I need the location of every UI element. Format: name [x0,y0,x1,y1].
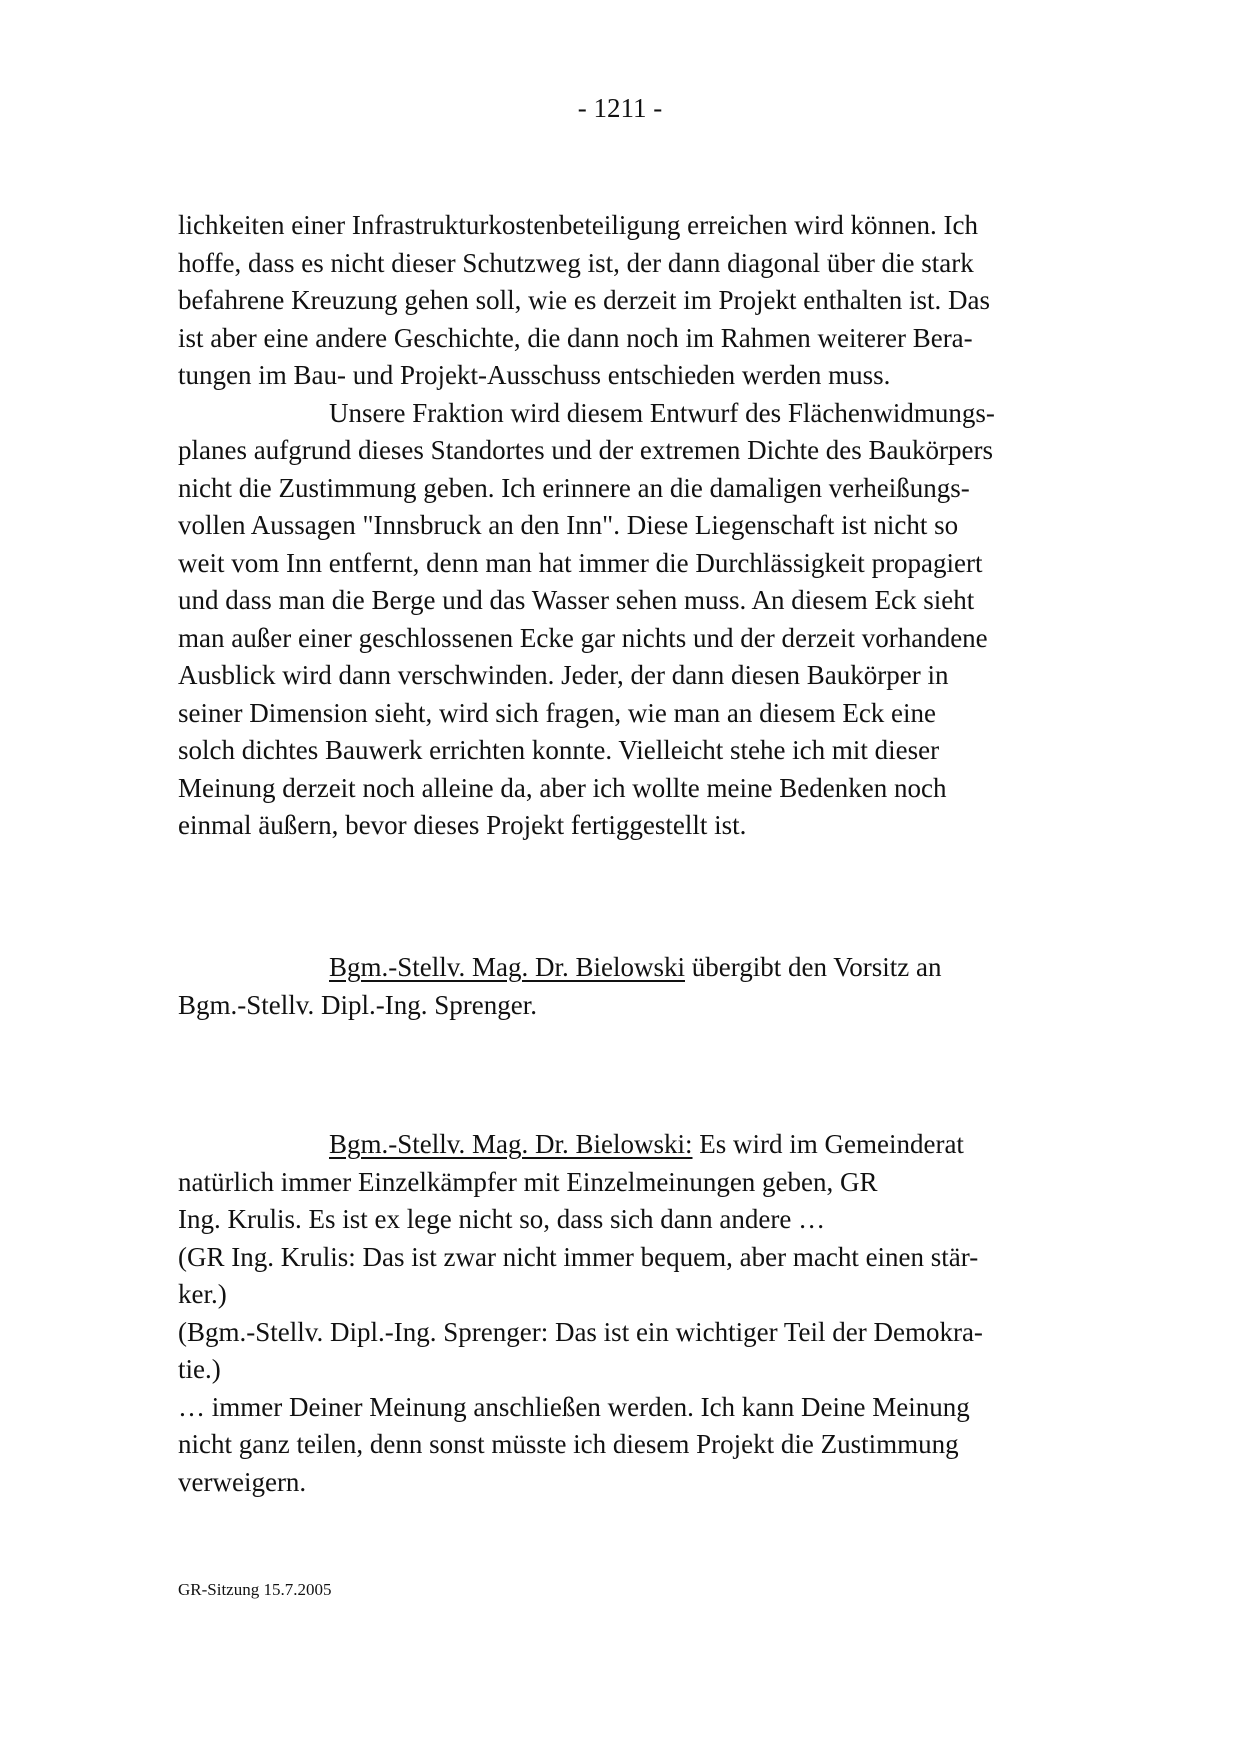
text-line: Bgm.-Stellv. Dipl.-Ing. Sprenger. [178,989,537,1020]
text-line: nicht ganz teilen, denn sonst müsste ich diesem Projekt die Zustimmung [178,1429,959,1459]
paragraph-block-1 [178,207,1078,845]
text-line: Ing. Krulis. Es ist ex lege nicht so, dass sich dann andere … [178,1204,826,1234]
text-line: ist aber eine andere Geschichte, die dann noch im Rahmen weiterer Bera- [178,322,973,353]
speaker-name: Bgm.-Stellv. Mag. Dr. Bielowski [329,952,685,982]
text-line: planes aufgrund dieses Standortes und der extremen Dichte des Baukörpers [178,435,994,465]
text-line: seiner Dimension sieht, wird sich fragen, wie man an diesem Eck eine [178,697,937,728]
text-line: (GR Ing. Krulis: Das ist zwar nicht immer bequem, aber macht einen stär- [178,1241,979,1272]
statement-text: Es wird im Gemeinderat [692,1129,964,1159]
text-line: nicht die Zustimmung geben. Ich erinnere an die damaligen verheißungs- [178,472,970,503]
page-footer: GR-Sitzung 15.7.2005 [178,1580,332,1599]
text-line: ker.) [178,1279,227,1309]
text-line: vollen Aussagen "Innsbruck an den Inn". Diese Liegenschaft ist nicht so [178,510,959,540]
speaker-name: Bgm.-Stellv. Mag. Dr. Bielowski: [329,1129,693,1159]
text-line: weit vom Inn entfernt, denn man hat immer die Durchlässigkeit propagiert [178,547,983,578]
text-line [178,949,1078,987]
page-number: - 1211 - [577,93,663,123]
text-line: lichkeiten einer Infrastrukturkostenbeteiligung erreichen wird können. Ich [178,210,978,240]
text-line: Ausblick wird dann verschwinden. Jeder, der dann diesen Baukörper in [178,660,949,690]
text-line [178,1126,1078,1164]
text-line: … immer Deiner Meinung anschließen werden. Ich kann Deine Meinung [178,1391,970,1422]
text-line: einmal äußern, bevor dieses Projekt fertiggestellt ist. [178,810,747,840]
text-line: tungen im Bau- und Projekt-Ausschuss entschieden werden muss. [178,360,891,390]
text-line: befahrene Kreuzung gehen soll, wie es derzeit im Projekt enthalten ist. Das [178,285,990,315]
text-line: Meinung derzeit noch alleine da, aber ich wollte meine Bedenken noch [178,772,947,803]
text-line: (Bgm.-Stellv. Dipl.-Ing. Sprenger: Das ist ein wichtiger Teil der Demokra- [178,1316,983,1347]
text-line: man außer einer geschlossenen Ecke gar nichts und der derzeit vorhandene [178,622,988,653]
text-line: tie.) [178,1354,221,1384]
text-line: solch dichtes Bauwerk errichten konnte. Vielleicht stehe ich mit dieser [178,735,940,765]
text-line: und dass man die Berge und das Wasser sehen muss. An diesem Eck sieht [178,585,975,615]
statement-text: übergibt den Vorsitz an [685,952,942,982]
paragraph-block-3 [178,1126,1078,1501]
text-line: verweigern. [178,1466,307,1497]
paragraph-block-2 [178,949,1078,1024]
text-line: natürlich immer Einzelkämpfer mit Einzelmeinungen geben, GR [178,1166,878,1197]
text-line: hoffe, dass es nicht dieser Schutzweg ist, der dann diagonal über die stark [178,247,974,278]
text-line: Unsere Fraktion wird diesem Entwurf des Flächenwidmungs- [329,397,995,428]
